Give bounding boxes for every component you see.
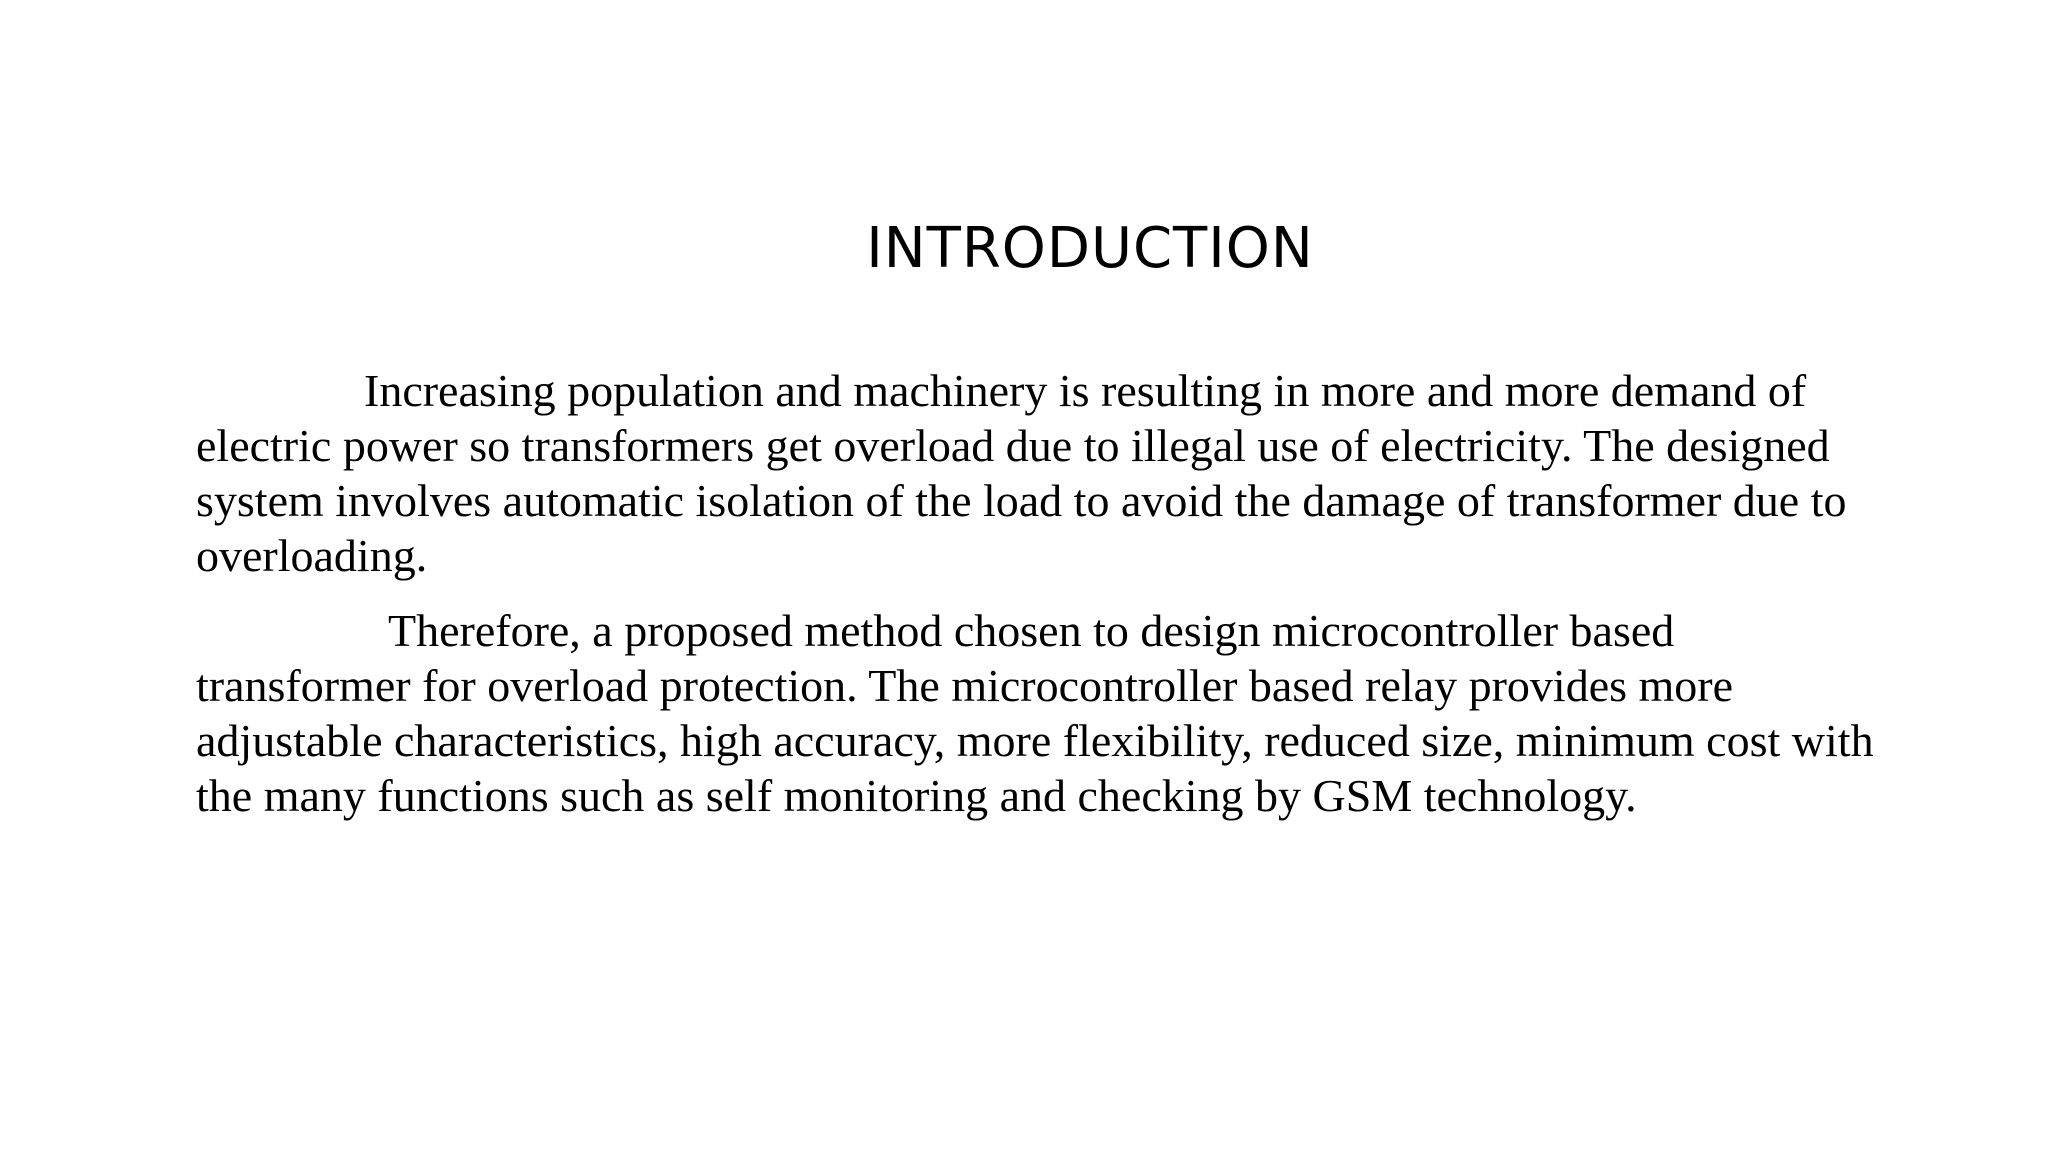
slide-title: INTRODUCTION [866, 216, 1314, 281]
paragraph-1: Increasing population and machinery is resulting in more and more demand of electric power so transformers get overload due to illegal use of electricity. The designed system involves automatic isolation of the load to avoid the damage of transformer due to overloading. [196, 365, 1847, 581]
slide-body [196, 363, 1886, 823]
paragraph-2: Therefore, a proposed method chosen to design microcontroller based transformer for overload protection. The microcontroller based relay provides more adjustable characteristics, high accuracy, more flexibility, reduced size, minimum cost with the many functions such as self monitoring and checking by GSM technology. [196, 605, 1874, 821]
